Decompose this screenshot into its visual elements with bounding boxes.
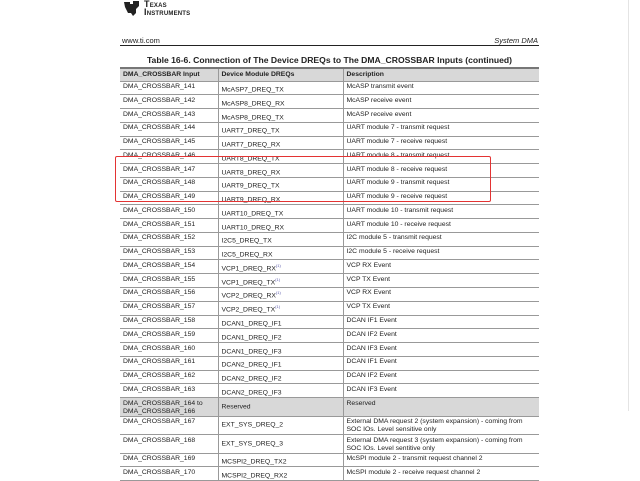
dreq-cell	[218, 205, 343, 219]
dreq-cell	[218, 384, 343, 398]
dreq-cell	[218, 435, 343, 454]
footnote-link[interactable]: (1)	[275, 262, 281, 268]
crossbar-input: DMA_CROSSBAR_159	[120, 329, 218, 343]
crossbar-input: DMA_CROSSBAR_157	[120, 301, 218, 315]
crossbar-input: DMA_CROSSBAR_151	[120, 219, 218, 233]
crossbar-input: DMA_CROSSBAR_149	[120, 191, 218, 205]
crossbar-input: DMA_CROSSBAR_154	[120, 260, 218, 274]
description: UART module 8 - receive request	[343, 164, 539, 178]
description: UART module 10 - transmit request	[343, 205, 539, 219]
dreq-name: McASP8_DREQ_RX	[221, 100, 285, 108]
section-name: System DMA	[494, 36, 538, 45]
description: VCP RX Event	[343, 287, 539, 301]
description: Reserved	[343, 398, 539, 417]
crossbar-input: DMA_CROSSBAR_156	[120, 287, 218, 301]
description: DCAN IF1 Event	[343, 356, 539, 370]
dreq-cell	[218, 416, 343, 435]
crossbar-input: DMA_CROSSBAR_148	[120, 177, 218, 191]
dreq-name: DCAN1_DREQ_IF2	[221, 334, 282, 342]
dreq-cell	[218, 287, 343, 301]
description: UART module 9 - receive request	[343, 191, 539, 205]
description: External DMA request 2 (system expansion) - coming from SOC IOs. Level sensitive only	[343, 416, 539, 435]
footnote-link[interactable]: (1)	[275, 276, 281, 282]
description: McASP transmit event	[343, 81, 539, 95]
description: McASP receive event	[343, 109, 539, 123]
texas-state-icon	[123, 0, 141, 17]
dreq-name: UART10_DREQ_RX	[221, 223, 285, 231]
dreq-cell	[218, 95, 343, 109]
dreq-name: VCP2_DREQ_RX	[221, 292, 276, 300]
dreq-cell	[218, 122, 343, 136]
crossbar-input: DMA_CROSSBAR_146	[120, 150, 218, 164]
dreq-cell	[218, 315, 343, 329]
description: UART module 9 - transmit request	[343, 177, 539, 191]
crossbar-input: DMA_CROSSBAR_152	[120, 232, 218, 246]
dreq-name: UART7_DREQ_RX	[221, 141, 281, 149]
footnote-link[interactable]: (1)	[275, 304, 281, 310]
description: VCP TX Event	[343, 274, 539, 288]
dreq-name: VCP1_DREQ_TX	[221, 278, 276, 286]
dreq-cell	[218, 219, 343, 233]
table-row	[120, 356, 539, 370]
dreq-cell	[218, 329, 343, 343]
crossbar-input: DMA_CROSSBAR_162	[120, 370, 218, 384]
dreq-cell	[218, 343, 343, 357]
dreq-name: I2C5_DREQ_RX	[221, 251, 273, 259]
crossbar-input: DMA_CROSSBAR_153	[120, 246, 218, 260]
dreq-table	[120, 67, 539, 481]
column-header: DMA_CROSSBAR Input	[120, 68, 218, 81]
dreq-name: McASP7_DREQ_TX	[221, 86, 284, 94]
crossbar-input: DMA_CROSSBAR_164 to DMA_CROSSBAR_166	[120, 398, 218, 417]
description: DCAN IF2 Event	[343, 370, 539, 384]
table-row	[120, 435, 539, 454]
table-row	[120, 416, 539, 435]
dreq-cell	[218, 232, 343, 246]
description: VCP TX Event	[343, 301, 539, 315]
header-rule	[120, 45, 539, 46]
dreq-name: DCAN2_DREQ_IF2	[221, 375, 282, 383]
dreq-cell	[218, 246, 343, 260]
table-row	[120, 95, 539, 109]
dreq-name: UART8_DREQ_TX	[221, 155, 280, 163]
description: External DMA request 3 (system expansion) - coming from SOC IOs. Level sentitive only	[343, 435, 539, 454]
description: DCAN IF1 Event	[343, 315, 539, 329]
crossbar-input: DMA_CROSSBAR_144	[120, 122, 218, 136]
dreq-name: VCP2_DREQ_TX	[221, 306, 276, 314]
table-row	[120, 315, 539, 329]
table-row	[120, 370, 539, 384]
crossbar-input: DMA_CROSSBAR_169	[120, 453, 218, 467]
crossbar-input: DMA_CROSSBAR_160	[120, 343, 218, 357]
table-row	[120, 398, 539, 417]
dreq-cell	[218, 81, 343, 95]
dreq-cell	[218, 356, 343, 370]
description: UART module 10 - receive request	[343, 219, 539, 233]
column-header: Description	[343, 68, 539, 81]
table-row	[120, 109, 539, 123]
dreq-name: DCAN2_DREQ_IF1	[221, 361, 282, 369]
column-header: Device Module DREQs	[218, 68, 343, 81]
table-row	[120, 122, 539, 136]
description: McSPI module 2 - receive request channel 2	[343, 467, 539, 481]
table-row	[120, 453, 539, 467]
table-row	[120, 329, 539, 343]
dreq-cell	[218, 301, 343, 315]
description: I2C module 5 - receive request	[343, 246, 539, 260]
crossbar-input: DMA_CROSSBAR_170	[120, 467, 218, 481]
logo-text-instruments: Instruments	[144, 7, 191, 17]
logo-text-texas: Texas	[144, 0, 167, 9]
dreq-cell	[218, 136, 343, 150]
dreq-name: DCAN1_DREQ_IF1	[221, 320, 282, 328]
table-row	[120, 246, 539, 260]
crossbar-input: DMA_CROSSBAR_150	[120, 205, 218, 219]
description: McSPI module 2 - transmit request channel 2	[343, 453, 539, 467]
dreq-name: DCAN2_DREQ_IF3	[221, 389, 282, 397]
description: McASP receive event	[343, 95, 539, 109]
dreq-name: Reserved	[221, 402, 251, 410]
table-row	[120, 219, 539, 233]
table-row	[120, 343, 539, 357]
crossbar-input: DMA_CROSSBAR_143	[120, 109, 218, 123]
crossbar-input: DMA_CROSSBAR_155	[120, 274, 218, 288]
table-row	[120, 232, 539, 246]
table-row	[120, 287, 539, 301]
table-row	[120, 205, 539, 219]
table-row	[120, 81, 539, 95]
table-header-row	[120, 68, 539, 81]
dreq-cell	[218, 453, 343, 467]
table-row	[120, 301, 539, 315]
description: VCP RX Event	[343, 260, 539, 274]
crossbar-input: DMA_CROSSBAR_147	[120, 164, 218, 178]
description: UART module 7 - receive request	[343, 136, 539, 150]
dreq-name: EXT_SYS_DREQ_3	[221, 439, 284, 447]
table-row	[120, 136, 539, 150]
table-row	[120, 274, 539, 288]
table-title: Table 16-6. Connection of The Device DREQs to The DMA_CROSSBAR Inputs (continued)	[146, 55, 513, 65]
crossbar-input: DMA_CROSSBAR_145	[120, 136, 218, 150]
dreq-cell	[218, 398, 343, 417]
dreq-name: EXT_SYS_DREQ_2	[221, 421, 284, 429]
dreq-name: VCP1_DREQ_RX	[221, 265, 276, 273]
dreq-name: I2C5_DREQ_TX	[221, 237, 272, 245]
table-row	[120, 467, 539, 481]
description: UART module 7 - transmit request	[343, 122, 539, 136]
dreq-name: UART10_DREQ_TX	[221, 210, 284, 218]
table-row	[120, 260, 539, 274]
crossbar-input: DMA_CROSSBAR_163	[120, 384, 218, 398]
highlight-box	[115, 156, 491, 202]
dreq-name: MCSPI2_DREQ_RX2	[221, 472, 288, 480]
ti-logo	[123, 0, 190, 17]
description: I2C module 5 - transmit request	[343, 232, 539, 246]
description: UART module 8 - transmit request	[343, 150, 539, 164]
dreq-name: DCAN1_DREQ_IF3	[221, 347, 282, 355]
description: DCAN IF2 Event	[343, 329, 539, 343]
dreq-cell	[218, 109, 343, 123]
crossbar-input: DMA_CROSSBAR_167	[120, 416, 218, 435]
crossbar-input: DMA_CROSSBAR_168	[120, 435, 218, 454]
dreq-name: UART8_DREQ_RX	[221, 168, 281, 176]
footnote-link[interactable]: (1)	[275, 290, 281, 296]
description: DCAN IF3 Event	[343, 384, 539, 398]
description: DCAN IF3 Event	[343, 343, 539, 357]
dreq-name: McASP8_DREQ_TX	[221, 113, 284, 121]
crossbar-input: DMA_CROSSBAR_161	[120, 356, 218, 370]
crossbar-input: DMA_CROSSBAR_142	[120, 95, 218, 109]
dreq-name: MCSPI2_DREQ_TX2	[221, 458, 287, 466]
crossbar-input: DMA_CROSSBAR_158	[120, 315, 218, 329]
dreq-name: UART7_DREQ_TX	[221, 127, 280, 135]
site-url[interactable]: www.ti.com	[122, 36, 160, 45]
dreq-name: UART9_DREQ_RX	[221, 196, 281, 204]
dreq-name: UART9_DREQ_TX	[221, 182, 280, 190]
dreq-cell	[218, 467, 343, 481]
dreq-cell	[218, 260, 343, 274]
table-row	[120, 384, 539, 398]
dreq-cell	[218, 274, 343, 288]
crossbar-input: DMA_CROSSBAR_141	[120, 81, 218, 95]
dreq-cell	[218, 370, 343, 384]
